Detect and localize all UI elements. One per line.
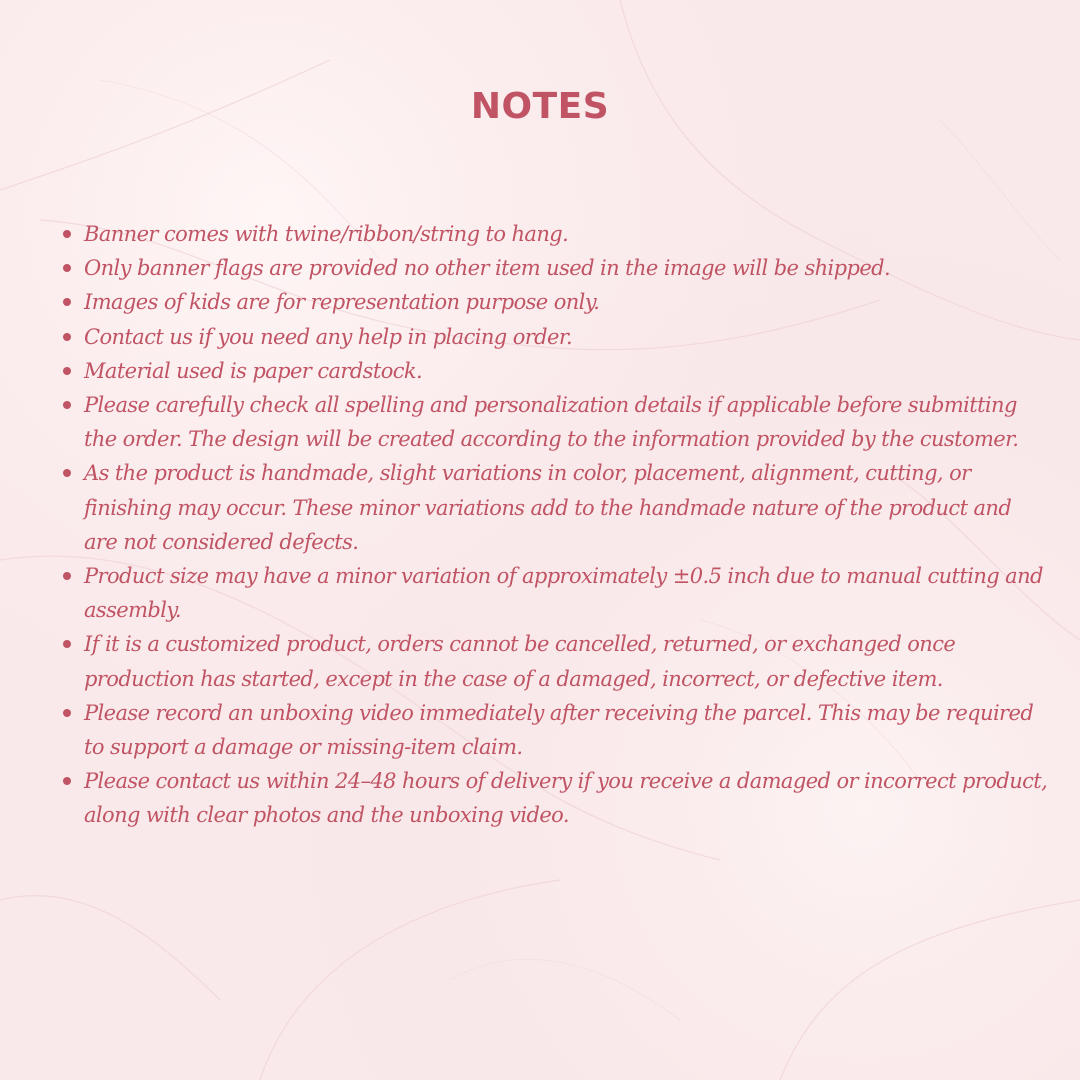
bullet-icon — [63, 777, 71, 785]
note-item — [84, 217, 1049, 251]
note-item — [84, 354, 1049, 388]
note-text: If it is a customized product, orders cannot be cancelled, returned, or exchanged once production has started, except in the case of a damaged, incorrect, or defective item. — [84, 632, 956, 691]
bullet-icon — [63, 264, 71, 272]
note-item — [84, 764, 1049, 832]
note-text: Contact us if you need any help in placing order. — [84, 324, 573, 349]
note-item — [84, 559, 1049, 627]
note-text: Product size may have a minor variation of approximately ±0.5 inch due to manual cutting and assembly. — [84, 564, 1043, 623]
note-item — [84, 696, 1049, 764]
bullet-icon — [63, 333, 71, 341]
note-text: As the product is handmade, slight variations in color, placement, alignment, cutting, or finishing may occur. These minor variations add to the handmade nature of the product and are not considered defects. — [84, 461, 1012, 554]
bullet-icon — [63, 367, 71, 375]
note-item — [84, 388, 1049, 456]
note-item — [84, 320, 1049, 354]
bullet-icon — [63, 401, 71, 409]
note-text: Please carefully check all spelling and personalization details if applicable before submitting the order. The design will be created according to the information provided by the customer. — [84, 393, 1019, 452]
note-text: Only banner flags are provided no other item used in the image will be shipped. — [84, 256, 891, 281]
note-text: Please record an unboxing video immediately after receiving the parcel. This may be required to support a damage or missing-item claim. — [84, 700, 1034, 760]
bullet-icon — [63, 709, 71, 717]
bullet-icon — [63, 298, 71, 306]
bullet-icon — [63, 469, 71, 477]
bullet-icon — [63, 230, 71, 238]
note-text: Images of kids are for representation purpose only. — [84, 290, 600, 315]
bullet-icon — [63, 572, 71, 580]
note-item — [84, 285, 1049, 319]
note-item — [84, 456, 1049, 559]
note-item — [84, 251, 1049, 285]
page-title: NOTES — [470, 86, 610, 127]
bullet-icon — [63, 640, 71, 648]
notes-list — [84, 217, 1049, 833]
note-text: Material used is paper cardstock. — [84, 358, 423, 383]
note-item — [84, 627, 1049, 695]
note-text: Banner comes with twine/ribbon/string to hang. — [84, 222, 569, 246]
note-text: Please contact us within 24–48 hours of delivery if you receive a damaged or incorrect product, along with clear photos and the unboxing video. — [84, 769, 1048, 828]
